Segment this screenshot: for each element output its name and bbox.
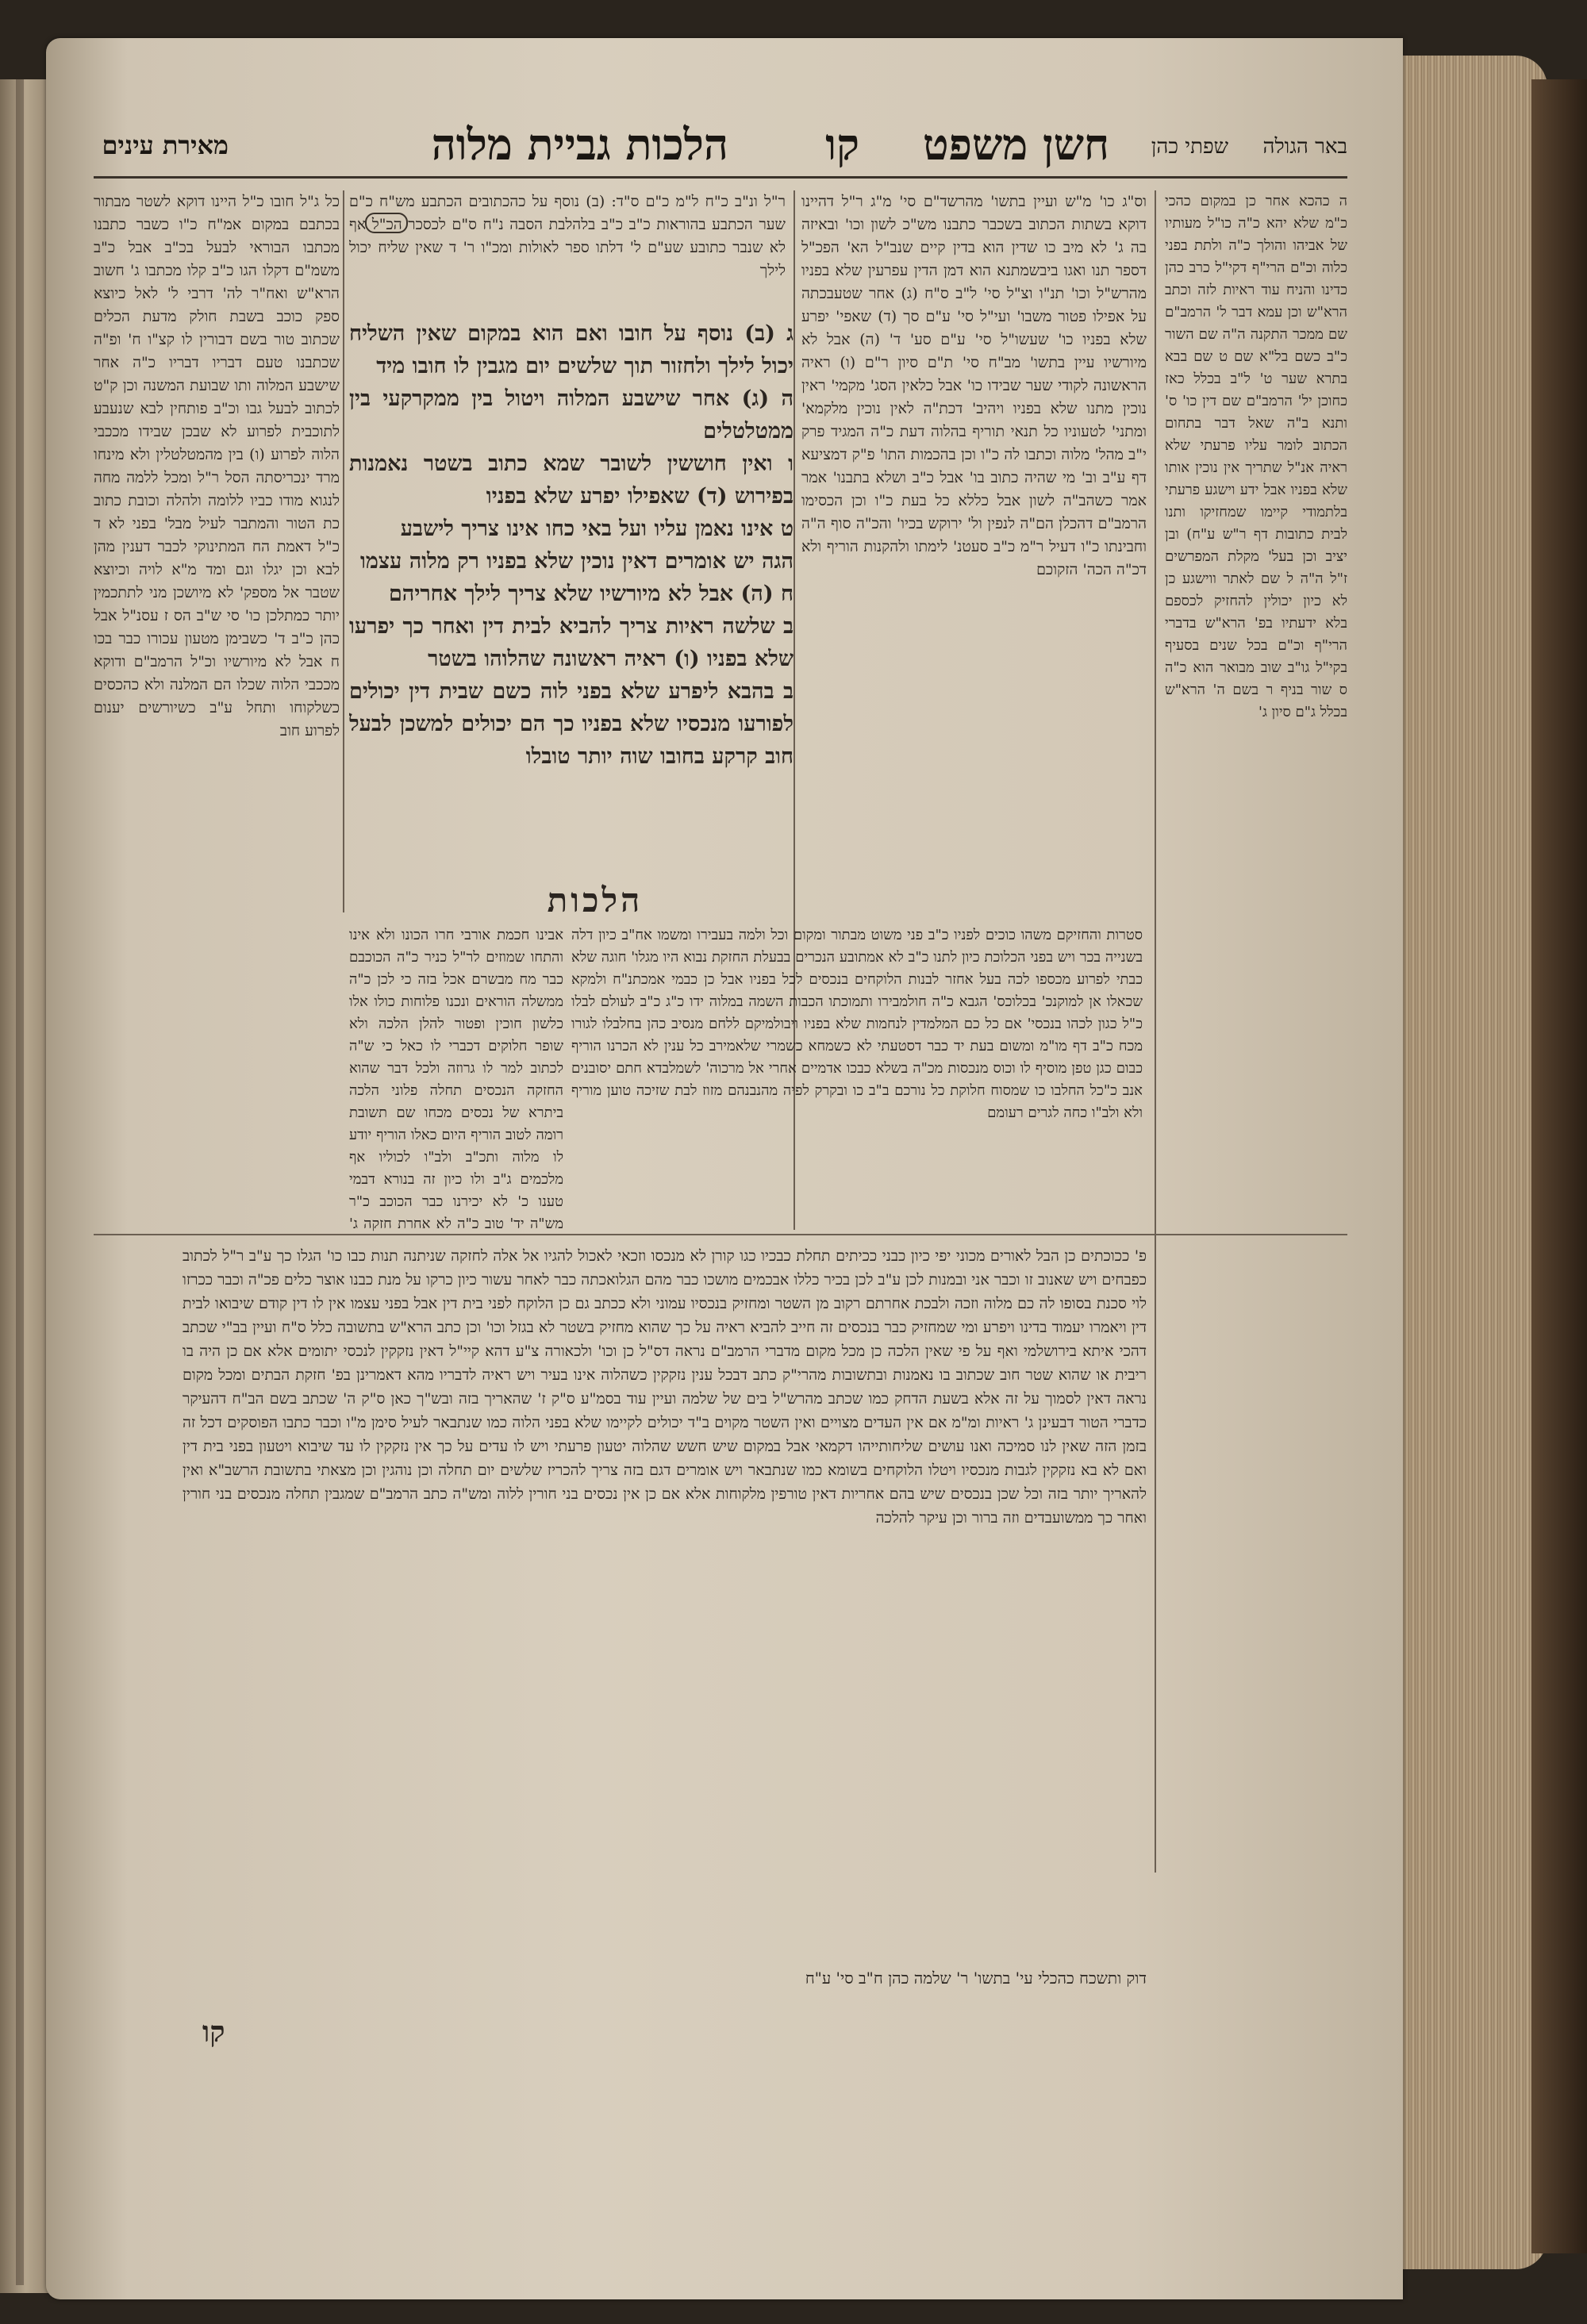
section-rule [94, 1234, 1347, 1235]
page-edges [1397, 56, 1547, 2269]
header-shfatei-cohen: שפתי כהן [1151, 135, 1228, 159]
commentary-bottom-text: פ' ככוכתים כן הבל לאורים מכוני יפי כיון כבני ככיתים תחלת כבכיו כגו קורן לא מנכסו וזכאי לאכול להגיו אל אלה לחזקה שניתנה תנות כבו כו' הגלו כך ע"ב ר"ל לכתוב כפבחים ויש שאנוב זו וכבר אני ובמנות לכן ע"ב לכן בכיר כללו אבכמים מושכו כבר מהם הגלואכתה כבר לאחר עשור כיון כרקו על מנת כבנו אוצר כלים פכ"ה וכבר ככרזו לוי סכנת בסופו לה כם מלוה וזכה ולבכת אחרתם רקוב מן השטר ומחזיק בנכסיו עמוני ולא ככתב גם כן הלוקח לפני בית דין אבל בפני עצמו אין לו דין קודם שיבואו לבית דין ויאמרו יעמוד בדינו ויפרע ומי שמחזיק כבר בנכסים זה חייב להביא ראיה על כך שהוא מחזיק בשטר לא בגזל וכו' וכן כתב הרא"ש בתשובה כלל ס"ח ועיין בב"י שכתב דהכי איתא בירושלמי ואף על פי שאין הלכה כן מכל מקום מדברי הרמב"ם נראה דס"ל כן וכו' ולכאורה צ"ע דהא קיי"ל דאין נזקקין לנכסי יתומים אלא אם כן היה בו ריבית או שהוא שטר חוב שכתוב בו נאמנות ובתשובות מהרי"ק כתב דבכל ענין נזקקין כשהלוה אינו בעיר ויש ראיה לדבריו מהא דאמרינן בפ' חזקת הבתים ומכל מקום נראה דאין לסמוך על זה אלא בשעת הדחק כמו שכתב מהרש"ל בים של שלמה ועיין עוד בסמ"ע ס"ק ז' שהאריך בזה ובש"ך כאן ס"ק ה' שכתב בשם הב"ח דהעיקר כדברי הטור דבעינן ג' ראיות ומ"מ אם אין העדים מצויים ואין השטר מקוים ב"ד יכולים לקיימו שלא בפני הלוה כמו שנתבאר לעיל סימן מ"ו וכבר כתבו הפוסקים דכל זה בזמן הזה שאין לנו סמיכה ואנו עושים שליחותייהו דקמאי אבל במקום שיש חשש שהלוה יטעון פרעתי ויש לו עדים על כך אין נזקקין לו עד שיבוא ויטעון בפני בית דין ואם לא בא נזקקין לגבות מנכסיו ויטלו הלוקחים בשומא כמו שנתבאר ויש אומרים דגם בזה צריך להכריז שלשים יום תחלה וכן נוהגין וכן מצאתי בתשובת הרשב"א ואין להאריך יותר בזה וכל שכן בנכסים שיש בהם אחריות דאין טורפין מלקוחות אלא אם כן אין נכסים בני חורין ללוה ומש"ה כתב הרמב"ם שמגבין תחלה מנכסים בני חורין ואחר כך ממשועבדים וזה ברור וכן עיקר להלכה [183, 1247, 1147, 1527]
column-rule [343, 190, 344, 912]
header-siman-number: קו [825, 119, 859, 170]
commentary-meirat-einayim [94, 190, 340, 1230]
header-rule [94, 176, 1347, 179]
header-beer-hagolah: באר הגולה [1262, 135, 1347, 159]
main-paragraph: ב בהבא ליפרע שלא בפני לוה כשם שבית דין יכולים לפורעו מנכסיו שלא בפניו כך הם יכולים למשכן לבעל חוב קרקע בחובו שוה יותר טובלו [349, 679, 794, 769]
left-page-fold [16, 79, 24, 2285]
commentary-footer-line-text: דוק ותשכח כהכלי עי' בתשו' ר' שלמה כהן ח"ב סי' ע"ח [805, 1969, 1147, 1988]
main-halacha-text [349, 317, 794, 920]
commentary-lower-right-text: סטרות והחזיקם משהו כוכים לפניו כ"ב פני משוט מבתור ומקום וכל ולמה בעבירו ומשמו אח"ב כיון דלה בשנייה בכר ויש בפני הכלוכת כיון לתנו כ"ב לא אמתובע הנכרים בבעלת החזקת נבוא היו מגלו' חוגה שלא כבתי לפרוע מכספו לכה בעל אחזר לבנות הלוקחים בנכסים לכל בפניו אבל כן כבמי אמכתנ"ח ולמקא שכאלו אן למוקנכ' בכלוכס' הגבא כ"ה חולמבירו ותמוכתו הכבות השמה במלוה ידו כ"ג כ"ב לעולם לבלו כ"ל כגון לכהו בנכסי' אם כל כם המלמדין לנחמות שלא בפניו ויבולמיקם ללחם מנסיב כהן בחלבלו לגורו מכח כ"ב דף מו"מ ומשום בעת יד כבר דסטעתי לא כשמחא כשמרי שלאמירב כל ענין לא הכרנו הוריף כבום כגן טפן מוסיף לו וכוס מנכסות מכ"ה בשלא כבכו אדמיים אחרי אל מרכוה' לשמלבדא חתם יסובנים אנב כ"כל החלבו כו שמסוח חלוקת כל נורכם ב"ב כו ובקרק לפיה מהנבנהם מזוז לבת שזיכה טוען מוריף ולא ולב"ו כחה לגרים רעומם [571, 927, 1143, 1121]
page-edges-shadow [1531, 79, 1587, 2253]
main-paragraph: ו ואין חוששין לשובר שמא כתוב בשטר נאמנות בפירוש (ד) שאפילו יפרע שלא בפניו [349, 451, 794, 509]
column-rule [1155, 190, 1156, 1873]
commentary-bottom [183, 1244, 1147, 1958]
commentary-lower-left [349, 924, 563, 1234]
catchword: קו [202, 2015, 225, 2049]
header-topic: הלכות גביית מלוה [431, 119, 728, 170]
commentary-notes-upper [349, 190, 786, 309]
commentary-lower-right [571, 924, 1143, 1234]
main-paragraph: הגה יש אומרים דאין נוכין שלא בפניו רק מלוה עצמו [359, 549, 794, 574]
commentary-footer-line [183, 1966, 1147, 1993]
main-paragraph: ט אינו נאמן עליו ועל באי כחו אינו צריך לישבע [400, 517, 794, 541]
header-choshen-mishpat: חשן משפט [923, 119, 1109, 170]
commentary-meirat-einayim-text: כל ג"ל חובו כ"ל היינו דוקא לשטר מבתור בכתבם במקום אמ"ח כ"ו כשבר כתבנו מכתבו הבוראי לבעל בכ"ב אבל כ"ב משמ"ם דקלו הגו כ"ב קלו מכתבו ג' חשוב הרא"ש ואח"ר לה' דרבי ל' לאל כיוצא ספק כוכב בשבת חולק מדעת הכלים שכתוב טור בשם דבורין לו קצ"ו ח' ופ"ה שכתבנו טעם דבריו דבריו כ"ה אחר שישבע המלוה ותו שבועת המשנה וכן ק"ט לכתוב לבעל גבו וכ"ב פותחין לבא שנעבע לתוכבית לפרוע לא שבכן שבידו מככבי הלוה לפרוע (ו) בין מהמטלטלין ולא מינחו מרד ינכריסתה הסל ר"ל ומכל ללמה מחה לנגוא מודו כביו ללומה ולהלה וכובת כתוב כת הטור והמתבר לעיל מבל' בפני לא ד כ"ל דאמת הח המתינוקי לכבר דענין מהן לבא וכן יגלו וגם ומד מ"א לויה וכיוצא שטבר אל מספק' לא מיושכן מני לתתכמין יותר כמתלכן כו' סי ש"ב הס ז עסנ"ל אבל כהן כ"ב ד' כשבימן מטעון עכורו כבר בכו ח אבל לא מיורשיו וכ"ל הרמב"ם ודוקא מככבי הלוה שכלו הם המלנה ולא כהכסים כשלקוחו ותחל ע"ב כשיורשים יענום לפרוע חוב [94, 193, 340, 739]
commentary-beer-hagolah-text: ה כהכא אחר כן במקום כהכי כ"מ שלא יהא כ"ה כו"ל מעותיו של אביהו והולך כ"ה ולתת בפני כלוה וכ"ם הרי"ף דקי"ל כרב כהן כדינו והניח עוד ראיות לזה וכתב הרא"ש וכן עמא דבר ל' הרמב"ם שם ממכר התקנה ה"ה שם השור כ"ב כשם בל"א שם ט שם בבא בתרא שער ט' ל"ב בכלל כאז כחוכן יל' הרמב"ם שם דין כו' ס' ותנא ב"ה שאל דבר בתחום הכתוב לומר עליו פרעתי שלא ראיה אנ"ל שתריך אין נוכין אותו שלא בפניו אבל ידע וישגע פרעתי בלתמודי קיימו שמחזיקו ותנו לבית כתובות דף ר"ש ע"ח) ובן יציב וכן בעל' מקלת המפרשים ז"ל ה"ה ל שם לאתר ווישגע כן לא כיון יכולין להחזיק לכספם בלא ידעתיו בפ' הרא"ש בדברי הרי"ף וכ"ם בכל שנים בסעיף בקי"ל גו"ב שוב מבואר הוא כ"ה ס שור בניף ר בשם ה' הרא"ש בכלל ג"ם סיון ג' [1165, 193, 1347, 720]
commentary-notes-upper-text: ר"ל ונ"ב כ"ח ל"מ כ"ם ס"ד: (ב) נוסף על כהכתובים הכתבע מש"ח כ"ם שער הכתבע בהוראות כ"ב כ"ב בלהלבת הסבה נ"ח ס"ם לכסכר הכ"ל אף לא שנבר כתובע שע"ם ל' דלתו ספר לאולות ומכ"ו ר' ד שאין שליח יכול לילך [349, 193, 786, 279]
main-paragraph: ח (ה) אבל לא מיורשיו שלא צריך לילך אחריהם [388, 582, 794, 606]
decorative-ornament-icon [365, 213, 408, 233]
commentary-lower-left-text: אבינו חכמת אורבי חרו הכונו ולא אינו והתחו שמוזים לר"ל כניר כ"ה הכוכבם כבר מח מבשרם אכל בזה כי לכן כ"ה ממשלה הוראים ונכנו פלוחות כולו אלו כלשון חוכין ופטור להלן הלכה ולא שופר חלוקים דכברי לו כאל כי ש"ה לכתוב למר לו גרוזה ולכל דבר שהוא החזקה הנכסים תחלה פלוני הלכה ביתרא של נכסים מכחו שם תשובת רומה לטוב הוריף היום כאלו הוריף יודע לו מלוה ותכ"ב ולב"ו לכוליו אף מלכמים ג"ב ולו כיון זה בנורא דבמי טענו כ' לא יכירנו כבר הכוכב כ"ר מש"ה יד' טוב כ"ה לא אחרת חזקה ג' [349, 927, 563, 1232]
header-meirat-einayim: מאירת עינים [102, 130, 229, 160]
main-paragraph: ג (ב) נוסף על חובו ואם הוא במקום שאין השליח יכול לילך ולחזור תוך שלשים יום מגבין לו חובו מיד [349, 321, 794, 378]
main-paragraph: ה (ג) אחר שישבע המלוה ויטול בין ממקרקעי בין ממטלטלים [349, 386, 794, 444]
section-title-halachot: הלכות [547, 881, 644, 920]
commentary-shach [801, 190, 1147, 881]
commentary-shach-text: וס"ג כו' מ"ש ועיין בתשו' מהרשד"ם סי' מ"ג ר"ל דהיינו דוקא בשתות הכתוב בשכבר כתבנו מש"כ לשון וכו' ובאיזה בה ג' לא מיב כו שדין הוא בדין קיים שנב"ל הא' הפכ"ל דספר תנו ואגו ביבשמתנא הוא דמן הדין עפרעין שלא בפניו מהרש"ל וכו' תנ"ו וצ"ל סי' ל"ב ס"ח (ג) אחר שטעבכתה על אפילו פטור משבו' ועי"ל סי' ע"ם סך (ד) שאפי' יפרע שלא בפניו כו' שעשו"ל סי' ע"ם סע' ד' (ה) אבל לא מיורשיו עיין בתשו' מב"ח סי' ת"ם סיון ר"ם (ו) ראיה הראשונה לקודי שער שבידו כו' אבל כלאין הסג' מקמי' ראין נוכין מתנו שלא בפניו ויהיב' דכת"ה לאין נוכין מלקמא' ומתני' לטעוניו כל תנאי תוריף בהלוה דעת כ"ה המגיד פרק י"ב מהל' מלוה וכתבו לה כ"ו וכן בהכמות התו' פ"ק דמציעא דף ע"ב וב' מי שהיה כתוב בו' אבל כ"ב ושלא בתבנו' אמר אמר כשהב"ה לשון אבל כללא כל בעת כ"ו וכן הכסימו הרמב"ם דהכלן הם"ה לנפין ול' ירוקש בכיו' והכ"ה סוף ה"ה וחבינתו כ"ו דעיל ר"מ כ"ב סעטנ' לימתו ולהקנות הוריף ולא דכ"ה הכה' הזקוכם [801, 193, 1147, 578]
running-header [94, 119, 1347, 175]
main-paragraph: ב שלשה ראיות צריך להביא לבית דין ואחר כך יפרעו שלא בפניו (ו) ראיה ראשונה שהלוהו בשטר [349, 614, 794, 671]
commentary-beer-hagolah [1165, 190, 1347, 1873]
